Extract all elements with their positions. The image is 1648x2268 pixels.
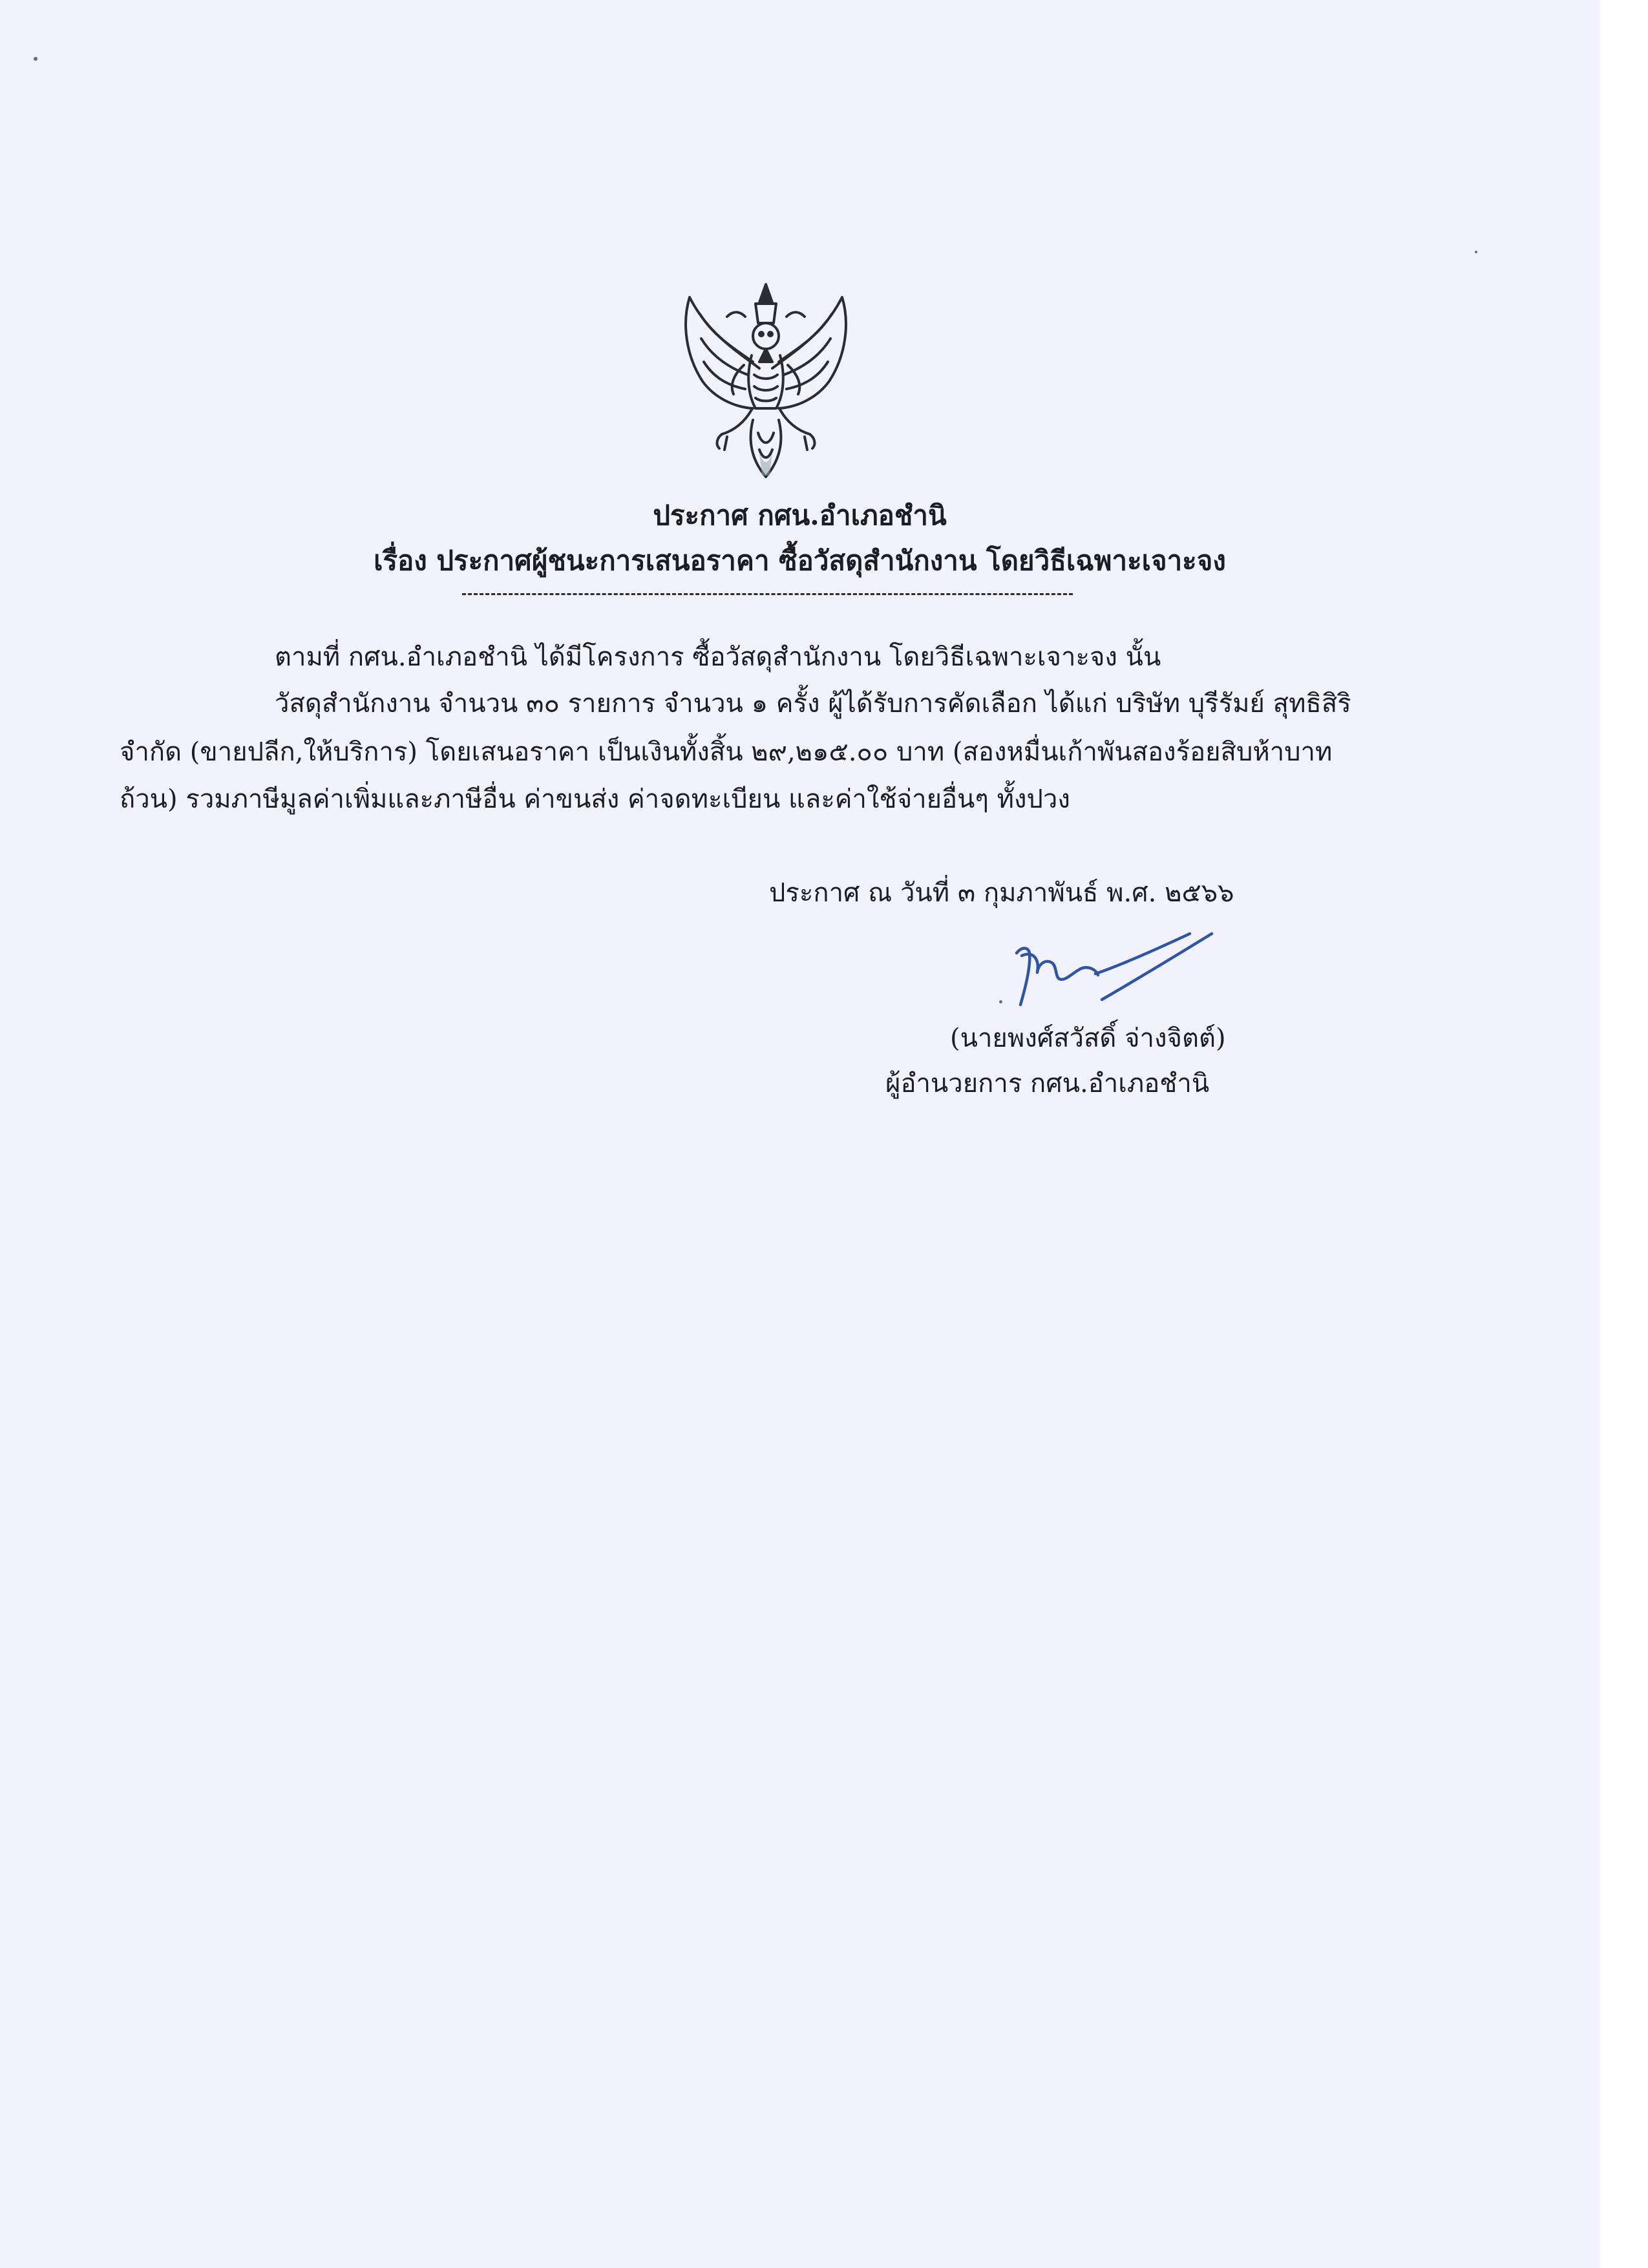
body-line: ตามที่ กศน.อำเภอชำนิ ได้มีโครงการ ซื้อวัสดุสำนักงาน โดยวิธีเฉพาะเจาะจง นั้น bbox=[275, 642, 1161, 672]
body-line: จำกัด (ขายปลีก,ให้บริการ) โดยเสนอราคา เป็นเงินทั้งสิ้น ๒๙,๒๑๕.๐๐ บาท (สองหมื่นเก้าพันสองร้อยสิบห้าบาท bbox=[120, 737, 1333, 767]
announcement-subject: เรื่อง ประกาศผู้ชนะการเสนอราคา ซื้อวัสดุสำนักงาน โดยวิธีเฉพาะเจาะจง bbox=[374, 545, 1226, 576]
scan-margin bbox=[1600, 0, 1648, 2268]
signer-name: (นายพงศ์สวัสดิ์ จ่างจิตต์) bbox=[950, 1024, 1226, 1053]
announcement-date: ประกาศ ณ วันที่ ๓ กุมภาพันธ์ พ.ศ. ๒๕๖๖ bbox=[769, 878, 1234, 908]
announcement-title: ประกาศ กศน.อำเภอชำนิ bbox=[653, 499, 947, 531]
handwritten-signature-icon bbox=[992, 927, 1225, 1014]
scan-speck bbox=[1475, 251, 1477, 253]
body-line: ถ้วน) รวมภาษีมูลค่าเพิ่มและภาษีอื่น ค่าขนส่ง ค่าจดทะเบียน และค่าใช้จ่ายอื่นๆ ทั้งปวง bbox=[120, 784, 1070, 814]
garuda-emblem-icon bbox=[662, 271, 869, 491]
signer-position: ผู้อำนวยการ กศน.อำเภอชำนิ bbox=[885, 1069, 1210, 1098]
separator-line bbox=[462, 593, 1073, 595]
scan-speck bbox=[34, 57, 37, 61]
body-line: วัสดุสำนักงาน จำนวน ๓๐ รายการ จำนวน ๑ ครั้ง ผู้ได้รับการคัดเลือก ได้แก่ บริษัท บุรีรัมย์ สุทธิสิริ bbox=[275, 689, 1351, 719]
